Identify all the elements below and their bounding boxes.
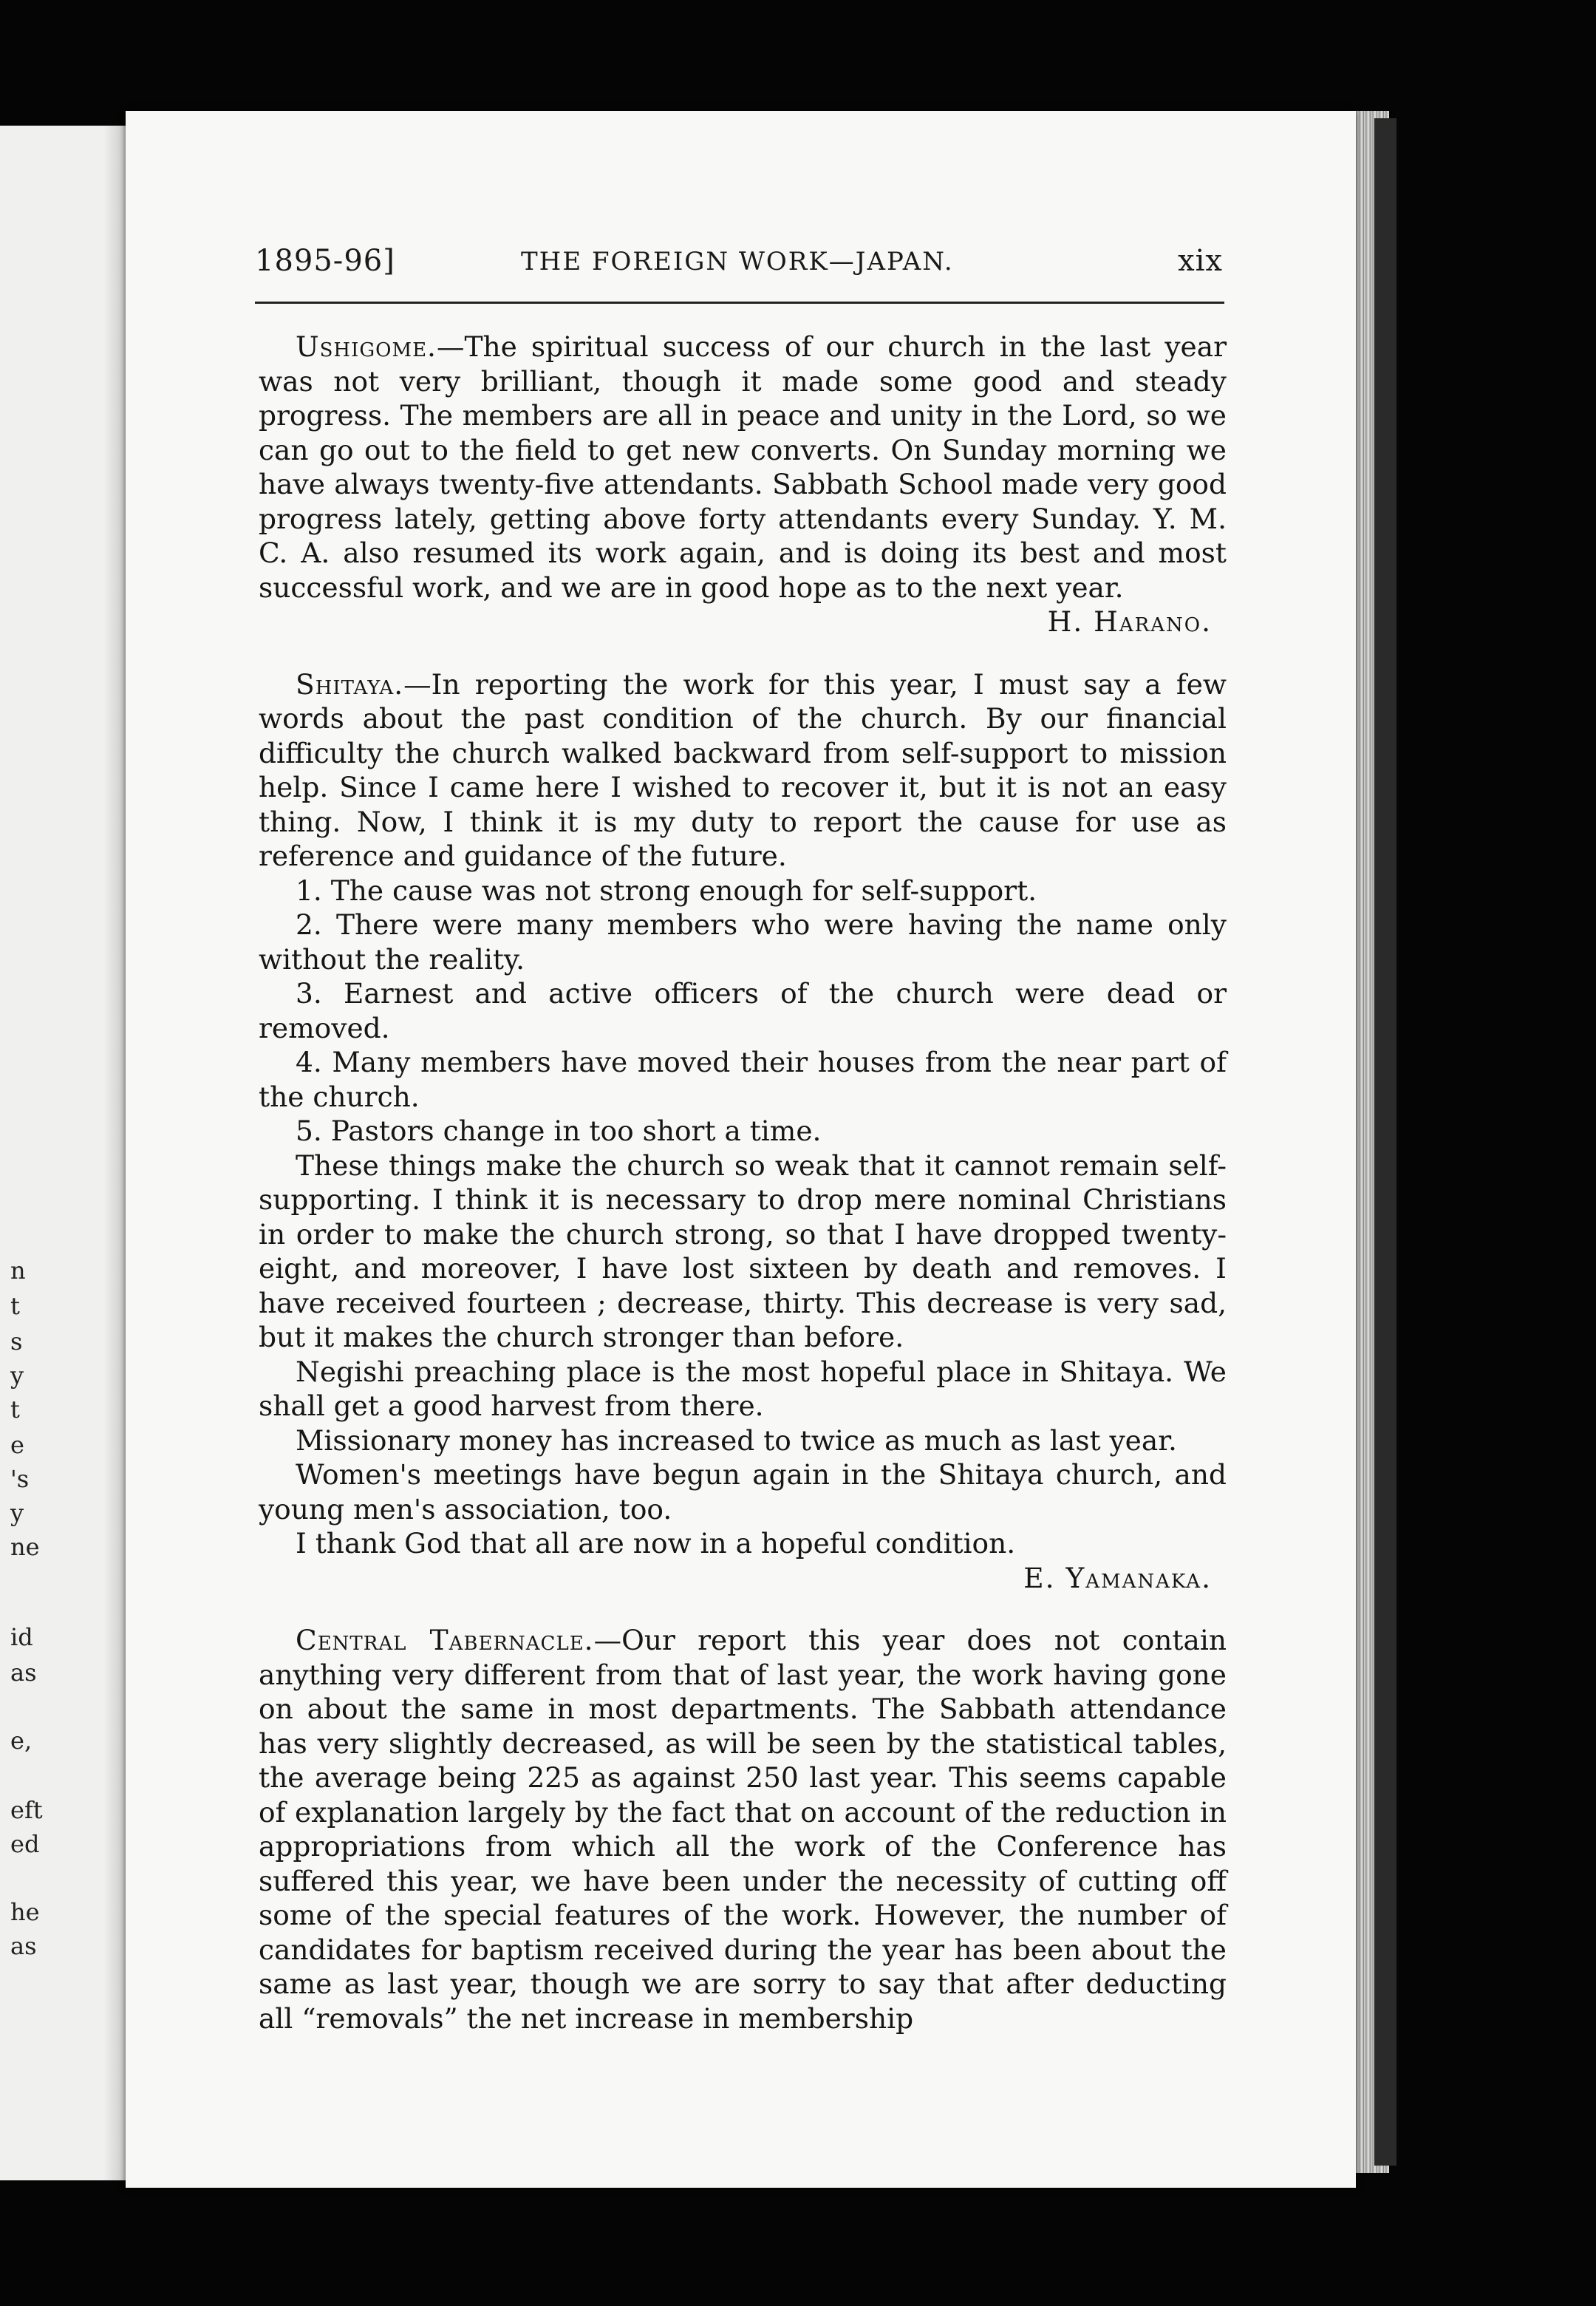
list-item: 2. There were many members who were having the name only without the reality.	[259, 908, 1227, 976]
left-page-fragment: t	[10, 1395, 20, 1424]
left-page-fragment: y	[10, 1499, 24, 1527]
body-paragraph: Missionary money has increased to twice as much as last year.	[296, 1424, 1177, 1457]
section-heading-ushigome: Ushigome.	[296, 330, 437, 363]
shitaya-text: —In reporting the work for this year, I must say a few words about the past condition of the church. By our financial difficulty the church walked backward from self-support to mission help. Since I came here I wished to recover it, but it is not an easy thing. Now, I think it is my duty to report the cause for use as reference and guidance of the future.	[259, 667, 1227, 872]
list-item: 3. Earnest and active officers of the church were dead or removed.	[259, 977, 1227, 1044]
running-header	[255, 244, 1223, 288]
year-range: 1895-96]	[255, 244, 395, 278]
left-page-fragment: s	[10, 1327, 23, 1356]
ushigome-paragraph	[259, 330, 1227, 605]
left-page-fragment: he	[10, 1898, 40, 1926]
section-heading-central-tabernacle: Central Tabernacle.	[296, 1624, 594, 1656]
left-page-fragment: n	[10, 1256, 26, 1285]
left-page-fragment: id	[10, 1623, 33, 1651]
signature-yamanaka: E. Yamanaka.	[1023, 1561, 1212, 1594]
page-number: xix	[1178, 244, 1223, 278]
section-heading-shitaya: Shitaya.	[296, 667, 404, 701]
left-page-fragment: e,	[10, 1727, 33, 1755]
book-cover-edge	[1374, 118, 1396, 2166]
page-body	[259, 330, 1227, 2035]
header-rule	[255, 302, 1224, 304]
left-page-fragment: e	[10, 1431, 24, 1459]
body-paragraph: Negishi preaching place is the most hopeful place in Shitaya. We shall get a good harvest from there.	[259, 1355, 1227, 1422]
signature-harano: H. Harano.	[1047, 605, 1212, 638]
body-paragraph: Women's meetings have begun again in the Shitaya church, and young men's association, too.	[259, 1458, 1227, 1526]
ushigome-text: —The spiritual success of our church in the last year was not very brilliant, though it made some good and steady progress. The members are all in peace and unity in the Lord, so we can go out to the field to get new converts. On Sunday morning we have always twenty-five attendants. Sabbath School made very good progress lately, getting above forty attendants every Sunday. Y. M. C. A. also resumed its work again, and is doing its best and most successful work, and we are in good hope as to the next year.	[259, 330, 1227, 604]
left-page-fragment: 's	[10, 1465, 30, 1493]
body-paragraph: I thank God that all are now in a hopeful condition.	[296, 1527, 1016, 1560]
list-item: 5. Pastors change in too short a time.	[296, 1115, 822, 1147]
left-page-fragment: ed	[10, 1830, 40, 1858]
left-page-fragment: as	[10, 1659, 37, 1687]
left-page-fragment: ne	[10, 1533, 40, 1561]
central-tabernacle-paragraph	[259, 1623, 1227, 2035]
shitaya-paragraph	[259, 667, 1227, 874]
list-item: 4. Many members have moved their houses from the near part of the church.	[259, 1046, 1227, 1113]
body-paragraph: These things make the church so weak that it cannot remain self-supporting. I think it is necessary to drop mere nominal Christians in order to make the church strong, so that I have dropped twenty-eight, and moreover, I have lost sixteen by death and removes. I have received fourteen ; decrease, thirty. This decrease is very sad, but it makes the church stronger than before.	[259, 1149, 1227, 1353]
list-item: 1. The cause was not strong enough for self-support.	[296, 874, 1037, 907]
central-tabernacle-text: —Our report this year does not contain anything very different from that of last year, the work having gone on about the same in most departments. The Sabbath attendance has very slightly decreased, as will be seen by the statistical tables, the average being 225 as against 250 last year. This seems capable of explanation largely by the fact that on account of the reduction in appropriations from which all the work of the Conference has suffered this year, we have been under the necessity of cutting off some of the special features of the work. However, the number of candidates for baptism received during the year has been about the same as last year, though we are sorry to say that after deducting all “removals” the net increase in membership	[259, 1624, 1227, 2035]
left-page-fragment: y	[10, 1361, 24, 1390]
left-page-fragment: eft	[10, 1796, 43, 1824]
left-page-fragment: t	[10, 1292, 20, 1320]
left-page-fragment: as	[10, 1932, 37, 1960]
running-title: THE FOREIGN WORK—JAPAN.	[521, 247, 954, 276]
